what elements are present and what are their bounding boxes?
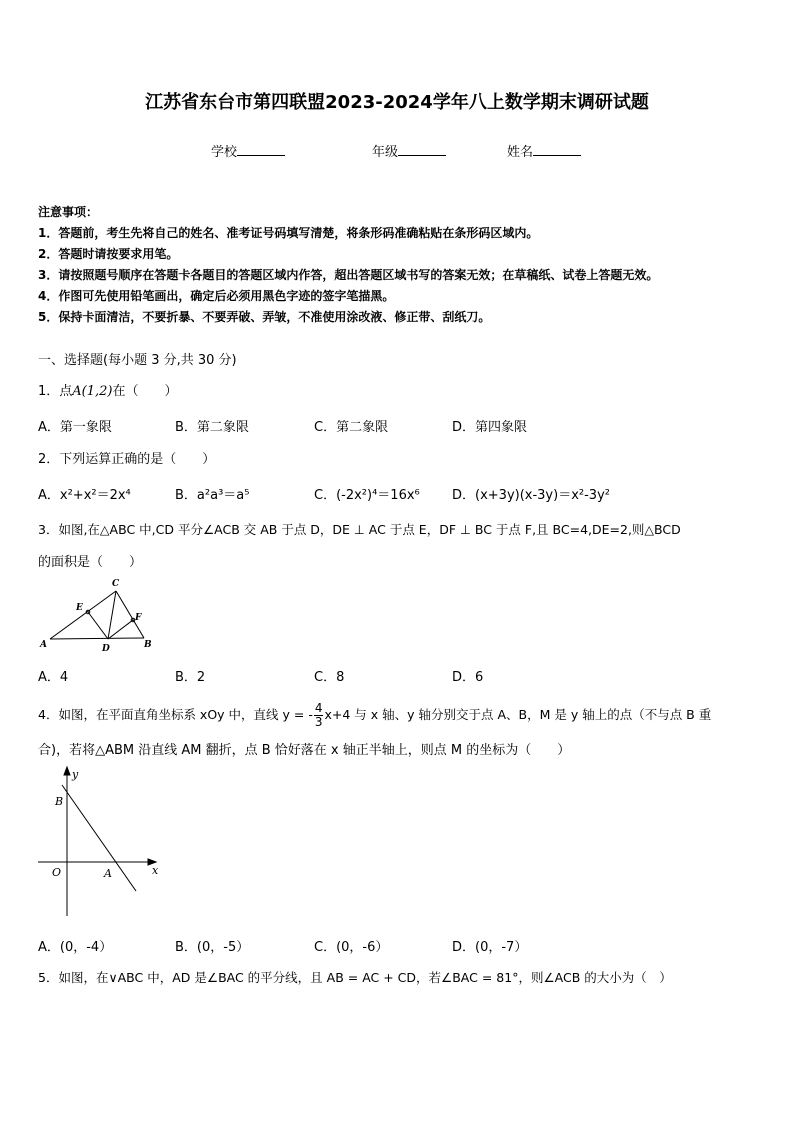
line-ab bbox=[62, 785, 136, 891]
question-4-line2: 合)，若将△ABM 沿直线 AM 翻折，点 B 恰好落在 x 轴正半轴上，则点 M 的坐标为（ ） bbox=[38, 743, 571, 758]
label-a: A bbox=[104, 867, 112, 880]
name-field bbox=[507, 141, 581, 160]
note-item: 3．请按照题号顺序在答题卡各题目的答题区域内作答，超出答题区域书写的答案无效；在草稿纸、试卷上答题无效。 bbox=[38, 268, 659, 282]
q1-option-b[interactable]: B．第二象限 bbox=[175, 420, 249, 435]
label-d: D bbox=[102, 644, 110, 654]
note-item: 5．保持卡面清洁，不要折暴、不要弄破、弄皱，不准使用涂改液、修正带、刮纸刀。 bbox=[38, 310, 491, 324]
q3-option-c[interactable]: C．8 bbox=[314, 670, 345, 685]
section-title: 一、选择题(每小题 3 分,共 30 分) bbox=[38, 353, 237, 368]
label-y: y bbox=[72, 768, 79, 781]
q4-option-c[interactable]: C．(0，-6） bbox=[314, 940, 389, 955]
label-e: E bbox=[76, 603, 83, 613]
q2-option-d[interactable]: D．(x+3y)(x-3y)＝x²-3y² bbox=[452, 488, 610, 503]
notes-heading: 注意事项： bbox=[38, 205, 99, 219]
label-f: F bbox=[135, 613, 142, 623]
school-label: 学校 bbox=[211, 145, 238, 160]
q2-option-c[interactable]: C．(-2x²)⁴＝16x⁶ bbox=[314, 488, 420, 503]
question-2-stem: 2．下列运算正确的是（ ） bbox=[38, 452, 216, 467]
label-o: O bbox=[52, 866, 62, 879]
label-b: B bbox=[144, 640, 152, 650]
segment-de bbox=[88, 612, 108, 639]
q1-option-a[interactable]: A．第一象限 bbox=[38, 420, 112, 435]
q4-option-a[interactable]: A．(0，-4） bbox=[38, 940, 113, 955]
q1-option-c[interactable]: C．第二象限 bbox=[314, 420, 389, 435]
name-label: 姓名 bbox=[507, 145, 534, 160]
q1-option-d[interactable]: D．第四象限 bbox=[452, 420, 528, 435]
label-c: C bbox=[112, 579, 120, 589]
question-3-line1: 3．如图,在△ABC 中,CD 平分∠ACB 交 AB 于点 D，DE ⊥ AC 于点 E，DF ⊥ BC 于点 F,且 BC=4,DE=2,则△BCD bbox=[38, 522, 681, 537]
segment-ac bbox=[50, 591, 116, 639]
question-4-line1: 4．如图，在平面直角坐标系 xOy 中，直线 y = - $\frac{4}{3}$ x+4 与 x 轴、y 轴分别交于点 A、B，M 是 y 轴上的点（不与点 B 重 bbox=[38, 701, 712, 729]
school-field bbox=[211, 141, 285, 160]
question-1-stem: 1．点A(1,2)在（ ） bbox=[38, 384, 178, 399]
note-item: 4．作图可先使用铅笔画出，确定后必须用黑色字迹的签字笔描黑。 bbox=[38, 289, 395, 303]
q2-option-a[interactable]: A．x²+x²＝2x⁴ bbox=[38, 488, 131, 503]
q3-option-b[interactable]: B．2 bbox=[175, 670, 206, 685]
grade-field bbox=[372, 141, 446, 160]
y-axis-arrow bbox=[64, 767, 70, 775]
segment-ab bbox=[50, 638, 144, 639]
q2-option-b[interactable]: B．a²a³＝a⁵ bbox=[175, 488, 250, 503]
q3-option-d[interactable]: D．6 bbox=[452, 670, 484, 685]
label-x: x bbox=[152, 864, 159, 877]
page-title: 江苏省东台市第四联盟2023-2024学年八上数学期末调研试题 bbox=[145, 92, 649, 113]
note-item: 1．答题前，考生先将自己的姓名、准考证号码填写清楚，将条形码准确粘贴在条形码区域内。 bbox=[38, 226, 539, 240]
segment-df bbox=[108, 620, 133, 639]
q4-option-d[interactable]: D．(0，-7） bbox=[452, 940, 528, 955]
note-item: 2．答题时请按要求用笔。 bbox=[38, 247, 179, 261]
coordinate-figure bbox=[32, 764, 168, 920]
grade-label: 年级 bbox=[372, 145, 399, 160]
q4-option-b[interactable]: B．(0，-5） bbox=[175, 940, 250, 955]
fraction-four-thirds: $\frac{4}{3}$ bbox=[314, 701, 323, 729]
segment-cd bbox=[108, 591, 116, 639]
question-5-stem: 5．如图，在∨ABC 中，AD 是∠BAC 的平分线，且 AB = AC + CD，若∠BAC = 81°，则∠ACB 的大小为（ ） bbox=[38, 970, 672, 985]
label-a: A bbox=[40, 640, 47, 650]
question-3-line2: 的面积是（ ） bbox=[38, 555, 143, 570]
q3-option-a[interactable]: A．4 bbox=[38, 670, 69, 685]
label-b: B bbox=[55, 795, 64, 808]
triangle-figure bbox=[36, 576, 160, 654]
